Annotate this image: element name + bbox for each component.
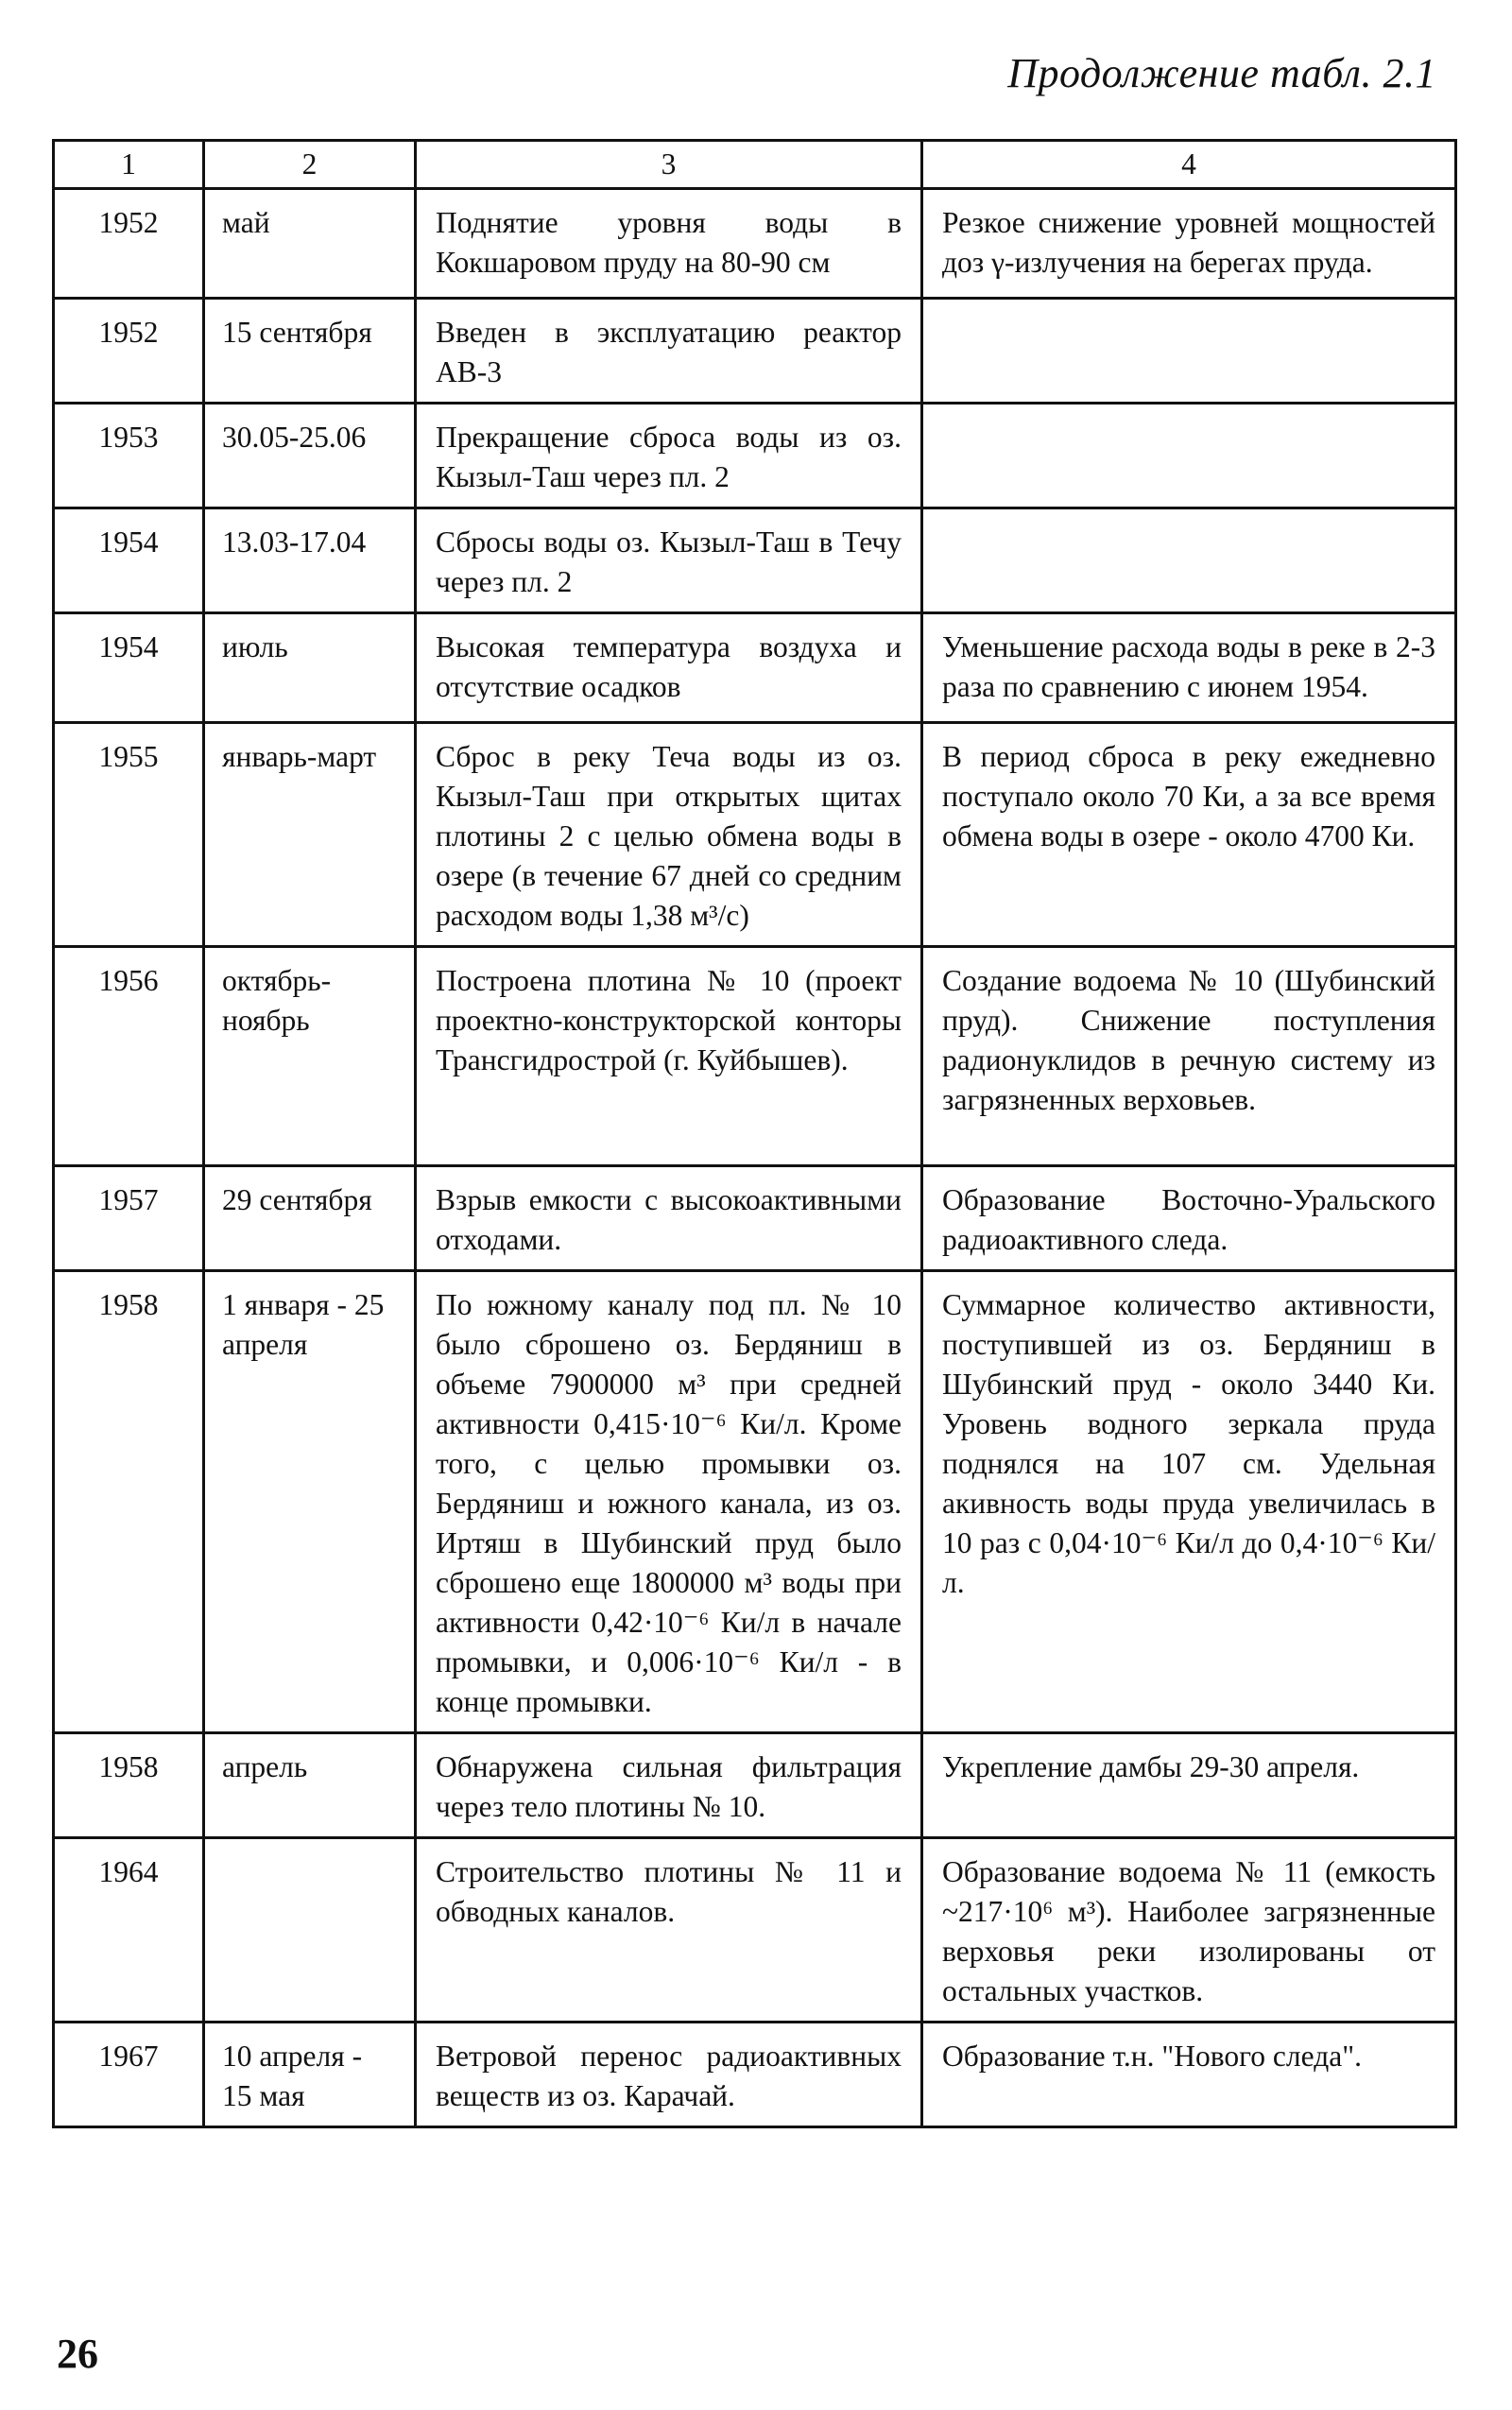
event-date: 30.05-25.06 — [204, 404, 416, 508]
event-description: Построена плотина № 10 (проект проектно-конструкторской конторы Трансгидрострой (г. Куйбышев). — [416, 947, 922, 1166]
event-year: 1955 — [54, 723, 204, 947]
event-date: 13.03-17.04 — [204, 508, 416, 613]
events-table — [52, 139, 1457, 2128]
event-consequence: Создание водоема № 10 (Шубинский пруд). Снижение поступления радионуклидов в речную систему из загрязненных верховьев. — [922, 947, 1456, 1166]
event-description: Сброс в реку Теча воды из оз. Кызыл-Таш при открытых щитах плотины 2 с целью обмена воды в озере (в течение 67 дней со средним расходом воды 1,38 м³/с) — [416, 723, 922, 947]
event-year: 1956 — [54, 947, 204, 1166]
event-consequence: В период сброса в реку ежедневно поступало около 70 Ки, а за все время обмена воды в озере - около 4700 Ки. — [922, 723, 1456, 947]
table-row — [54, 404, 1456, 508]
table-row — [54, 189, 1456, 299]
event-description: Поднятие уровня воды в Кокшаровом пруду на 80-90 см — [416, 189, 922, 299]
event-year: 1952 — [54, 189, 204, 299]
column-header-2: 2 — [204, 141, 416, 189]
event-year: 1957 — [54, 1166, 204, 1271]
table-row — [54, 2023, 1456, 2127]
event-description: Строительство плотины № 11 и обводных каналов. — [416, 1838, 922, 2023]
event-description: Прекращение сброса воды из оз. Кызыл-Таш через пл. 2 — [416, 404, 922, 508]
event-year: 1958 — [54, 1733, 204, 1838]
event-consequence: Резкое снижение уровней мощностей доз γ-излучения на берегах пруда. — [922, 189, 1456, 299]
event-consequence — [922, 404, 1456, 508]
column-header-4: 4 — [922, 141, 1456, 189]
event-description: Ветровой перенос радиоактивных веществ из оз. Карачай. — [416, 2023, 922, 2127]
table-row — [54, 1733, 1456, 1838]
table-row — [54, 299, 1456, 404]
page-number: 26 — [57, 2331, 98, 2377]
event-description: Сбросы воды оз. Кызыл-Таш в Течу через пл. 2 — [416, 508, 922, 613]
event-year: 1954 — [54, 508, 204, 613]
event-consequence: Образование Восточно-Уральского радиоактивного следа. — [922, 1166, 1456, 1271]
table-row — [54, 613, 1456, 723]
event-consequence: Образование т.н. "Нового следа". — [922, 2023, 1456, 2127]
table-row — [54, 508, 1456, 613]
event-consequence: Суммарное количество активности, поступившей из оз. Бердяниш в Шубинский пруд - около 3440 Ки. Уровень водного зеркала пруда поднялся на 107 см. Удельная акивность воды пруда увеличилась в 10 раз с 0,04·10⁻⁶ Ки/л до 0,4·10⁻⁶ Ки/л. — [922, 1271, 1456, 1733]
column-header-1: 1 — [54, 141, 204, 189]
table-row — [54, 1271, 1456, 1733]
event-date: 29 сентября — [204, 1166, 416, 1271]
event-date: май — [204, 189, 416, 299]
event-date: октябрь-ноябрь — [204, 947, 416, 1166]
table-header-row — [54, 141, 1456, 189]
event-date: июль — [204, 613, 416, 723]
event-description: Введен в эксплуатацию реактор АВ-3 — [416, 299, 922, 404]
event-year: 1967 — [54, 2023, 204, 2127]
event-consequence: Образование водоема № 11 (емкость ~217·10⁶ м³). Наиболее загрязненные верховья реки изолированы от остальных участков. — [922, 1838, 1456, 2023]
event-date: 1 января - 25 апреля — [204, 1271, 416, 1733]
table-row — [54, 723, 1456, 947]
table-row — [54, 947, 1456, 1166]
event-year: 1964 — [54, 1838, 204, 2023]
event-consequence: Укрепление дамбы 29-30 апреля. — [922, 1733, 1456, 1838]
event-date: 10 апреля - 15 мая — [204, 2023, 416, 2127]
table-caption: Продолжение табл. 2.1 — [1007, 50, 1436, 96]
event-date: апрель — [204, 1733, 416, 1838]
event-description: Высокая температура воздуха и отсутствие осадков — [416, 613, 922, 723]
event-date — [204, 1838, 416, 2023]
event-year: 1952 — [54, 299, 204, 404]
table-row — [54, 1166, 1456, 1271]
event-description: По южному каналу под пл. № 10 было сброшено оз. Бердяниш в объеме 7900000 м³ при средней активности 0,415·10⁻⁶ Ки/л. Кроме того, с целью промывки оз. Бердяниш и южного канала, из оз. Иртяш в Шубинский пруд было сброшено еще 1800000 м³ воды при активности 0,42·10⁻⁶ Ки/л в начале промывки, и 0,006·10⁻⁶ Ки/л - в конце промывки. — [416, 1271, 922, 1733]
column-header-3: 3 — [416, 141, 922, 189]
event-year: 1954 — [54, 613, 204, 723]
event-consequence — [922, 508, 1456, 613]
event-year: 1953 — [54, 404, 204, 508]
event-date: 15 сентября — [204, 299, 416, 404]
event-date: январь-март — [204, 723, 416, 947]
event-year: 1958 — [54, 1271, 204, 1733]
event-description: Взрыв емкости с высокоактивными отходами. — [416, 1166, 922, 1271]
event-description: Обнаружена сильная фильтрация через тело плотины № 10. — [416, 1733, 922, 1838]
table-row — [54, 1838, 1456, 2023]
event-consequence: Уменьшение расхода воды в реке в 2-3 раза по сравнению с июнем 1954. — [922, 613, 1456, 723]
event-consequence — [922, 299, 1456, 404]
